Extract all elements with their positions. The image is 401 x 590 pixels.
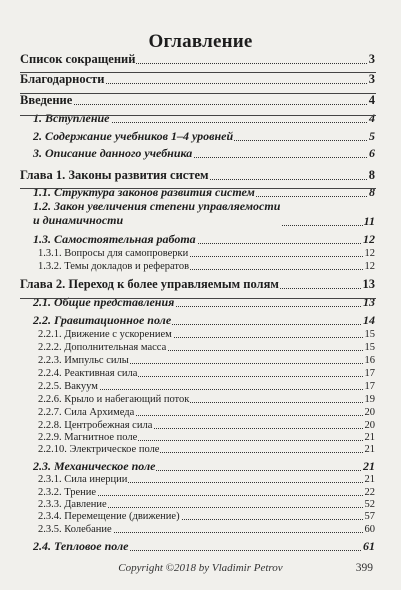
toc-entry-label: 2.2.7. Сила Архимеда bbox=[38, 406, 135, 418]
toc-entry-page: 16 bbox=[364, 354, 375, 366]
toc-entry-page: 19 bbox=[364, 393, 375, 405]
toc-entry-page: 20 bbox=[364, 419, 375, 431]
page-number: 399 bbox=[355, 562, 373, 574]
toc-entry-page: 11 bbox=[363, 214, 375, 229]
section-divider bbox=[20, 298, 376, 299]
toc-entry-label: 2.3.2. Трение bbox=[38, 486, 97, 498]
toc-entry-label: 2.3.1. Сила инерции bbox=[38, 473, 128, 485]
toc-entry-label: 2.3.4. Перемещение (движение) bbox=[38, 510, 180, 522]
copyright-text: Copyright ©2018 by Vladimir Petrov bbox=[118, 562, 283, 574]
toc-entry-page: 13 bbox=[362, 276, 375, 291]
toc-entry-label: 1.3.2. Темы докладов и рефератов bbox=[38, 260, 190, 272]
toc-entry bbox=[0, 404, 401, 418]
toc-entry-label-line: 1.2. Закон увеличения степени управляемости bbox=[33, 199, 281, 214]
section-divider bbox=[20, 115, 376, 116]
toc-entry-label: Введение bbox=[20, 92, 73, 107]
toc-entry-label: 2.2.1. Движение с ускорением bbox=[38, 328, 172, 340]
toc-entry bbox=[0, 93, 401, 107]
toc-entry-label: 2.3.5. Колебание bbox=[38, 523, 112, 535]
toc-entry-label: Глава 1. Законы развития систем bbox=[20, 167, 209, 182]
toc-entry bbox=[0, 111, 401, 125]
toc-entry bbox=[0, 471, 401, 485]
toc-entry bbox=[0, 72, 401, 86]
toc-entry bbox=[0, 508, 401, 522]
toc-entry bbox=[0, 391, 401, 405]
toc-entry-page: 13 bbox=[363, 295, 375, 310]
toc-entry-label: 2.2.4. Реактивная сила bbox=[38, 367, 138, 379]
toc-entry bbox=[0, 277, 401, 291]
toc-entry-label: 2.2.8. Центробежная сила bbox=[38, 419, 153, 431]
toc-entry-page: 4 bbox=[369, 111, 375, 126]
toc-entry bbox=[0, 539, 401, 553]
toc-entry-page: 5 bbox=[369, 129, 375, 144]
toc-entry-page: 21 bbox=[363, 459, 375, 474]
toc-entry-page: 61 bbox=[363, 539, 375, 554]
toc-entry bbox=[0, 521, 401, 535]
toc-entry-page: 8 bbox=[369, 185, 375, 200]
toc-entry-page: 17 bbox=[364, 380, 375, 392]
toc-entry bbox=[0, 326, 401, 340]
toc-entry-label: 2.3.3. Давление bbox=[38, 498, 107, 510]
page-footer bbox=[0, 562, 401, 576]
toc-entry-label: 2.2.5. Вакуум bbox=[38, 380, 98, 392]
toc-entry-label: 1.3. Самостоятельная работа bbox=[33, 232, 196, 247]
toc-entry-page: 22 bbox=[364, 486, 375, 498]
toc-entry bbox=[0, 146, 401, 160]
toc-entry-page: 12 bbox=[364, 247, 375, 259]
toc-entry-page: 15 bbox=[364, 328, 375, 340]
toc-entry-page: 14 bbox=[363, 313, 375, 328]
section-divider bbox=[20, 72, 376, 73]
toc-entry-label: 3. Описание данного учебника bbox=[33, 146, 193, 161]
toc-entry-page: 12 bbox=[363, 232, 375, 247]
toc-entry-page: 8 bbox=[368, 167, 375, 182]
toc-entry bbox=[0, 245, 401, 259]
toc-entry bbox=[0, 232, 401, 246]
toc-entry-label: 2.2.10. Электрическое поле bbox=[38, 443, 160, 455]
toc-entry-label: Список сокращений bbox=[20, 51, 136, 66]
toc-entry-page: 60 bbox=[364, 523, 375, 535]
toc-entry-page: 21 bbox=[364, 431, 375, 443]
toc-entry bbox=[0, 199, 401, 229]
toc-entry-label: Благодарности bbox=[20, 71, 105, 86]
toc-entry-page: 12 bbox=[364, 260, 375, 272]
toc-entry-label: Глава 2. Переход к более управляемым полям bbox=[20, 276, 279, 291]
toc-entry-label: 1.1. Структура законов развития систем bbox=[33, 185, 255, 200]
toc-entry-label: 2.1. Общие представления bbox=[33, 295, 175, 310]
section-divider bbox=[20, 93, 376, 94]
toc-entry-label: 1.3.1. Вопросы для самопроверки bbox=[38, 247, 189, 259]
toc-entry-label: 2.2.6. Крыло и набегающий поток bbox=[38, 393, 190, 405]
toc-title: Оглавление bbox=[148, 31, 253, 52]
toc-entry-page: 6 bbox=[369, 146, 375, 161]
toc-entry-page: 15 bbox=[364, 341, 375, 353]
toc-entry-page: 52 bbox=[364, 498, 375, 510]
toc-entry-page: 20 bbox=[364, 406, 375, 418]
toc-entry-label: 2.2.2. Дополнительная масса bbox=[38, 341, 167, 353]
toc-entry-page: 21 bbox=[364, 443, 375, 455]
toc-entry-label: 2.2.3. Импульс силы bbox=[38, 354, 129, 366]
toc-entry bbox=[0, 365, 401, 379]
toc-entry-label bbox=[33, 200, 281, 228]
toc-entry-label: 2.2. Гравитационное поле bbox=[33, 313, 172, 328]
section-divider bbox=[20, 188, 376, 189]
toc-entry-label-line: и динамичности bbox=[33, 213, 124, 228]
toc-entry-label: 1. Вступление bbox=[33, 111, 110, 126]
toc-entry-page: 3 bbox=[368, 51, 375, 66]
toc-entry bbox=[0, 313, 401, 327]
toc-entry-label: 2. Содержание учебников 1–4 уровней bbox=[33, 129, 234, 144]
toc-entry bbox=[0, 352, 401, 366]
toc-entry bbox=[0, 378, 401, 392]
toc-entry-page: 21 bbox=[364, 473, 375, 485]
toc-entry-page: 57 bbox=[364, 510, 375, 522]
toc-entry-page: 4 bbox=[368, 92, 375, 107]
toc-entry bbox=[0, 52, 401, 66]
toc-entry bbox=[0, 129, 401, 143]
toc-entry bbox=[0, 441, 401, 455]
toc-entry-page: 3 bbox=[368, 71, 375, 86]
toc-entry-label: 2.4. Тепловое поле bbox=[33, 539, 129, 554]
toc-entry bbox=[0, 258, 401, 272]
toc-entry-label: 2.3. Механическое поле bbox=[33, 459, 156, 474]
toc-entry-label: 2.2.9. Магнитное поле bbox=[38, 431, 138, 443]
toc-entry-page: 17 bbox=[364, 367, 375, 379]
toc-entry bbox=[0, 168, 401, 182]
toc-entry bbox=[0, 339, 401, 353]
